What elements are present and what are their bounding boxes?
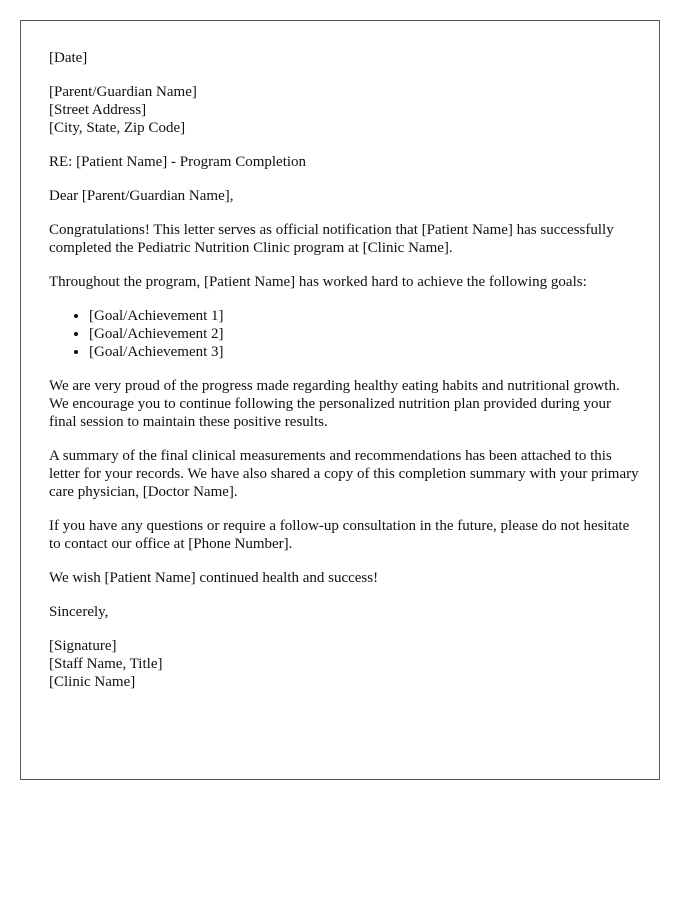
- letter-frame: [20, 20, 660, 780]
- summary-paragraph: A summary of the final clinical measurements and recommendations has been attached to this letter for your records. We have also shared a copy of this completion summary with your primary care physician, [Doctor Name].: [49, 448, 639, 500]
- progress-paragraph: We are very proud of the progress made regarding healthy eating habits and nutritional growth. We encourage you to continue following the personalized nutrition plan provided during your final session to maintain these positive results.: [49, 378, 620, 430]
- subject-line: RE: [Patient Name] - Program Completion: [49, 154, 307, 170]
- goal-item: • [Goal/Achievement 3]: [89, 343, 639, 361]
- letter-content: [49, 49, 639, 707]
- questions-paragraph: If you have any questions or require a follow-up consultation in the future, please do not hesitate to contact our office at [Phone Number].: [49, 518, 630, 552]
- recipient-city-state-zip: [City, State, Zip Code]: [49, 120, 186, 136]
- goal-item: • [Goal/Achievement 2]: [89, 325, 639, 343]
- goals-intro-paragraph: Throughout the program, [Patient Name] has worked hard to achieve the following goals:: [49, 274, 587, 290]
- letter-date: [Date]: [49, 50, 88, 66]
- staff-name-title: [Staff Name, Title]: [49, 656, 163, 672]
- wish-paragraph: We wish [Patient Name] continued health and success!: [49, 570, 379, 586]
- salutation: Dear [Parent/Guardian Name],: [49, 188, 234, 204]
- closing: Sincerely,: [49, 604, 109, 620]
- goals-list: [49, 307, 639, 361]
- signature-block: [49, 637, 639, 691]
- date-block: [49, 49, 639, 67]
- goal-item: • [Goal/Achievement 1]: [89, 307, 639, 325]
- recipient-name: [Parent/Guardian Name]: [49, 84, 197, 100]
- recipient-street: [Street Address]: [49, 102, 147, 118]
- signature: [Signature]: [49, 638, 117, 654]
- clinic-name: [Clinic Name]: [49, 674, 136, 690]
- recipient-address: [49, 83, 639, 137]
- intro-paragraph: Congratulations! This letter serves as official notification that [Patient Name] has successfully completed the Pediatric Nutrition Clinic program at [Clinic Name].: [49, 222, 614, 256]
